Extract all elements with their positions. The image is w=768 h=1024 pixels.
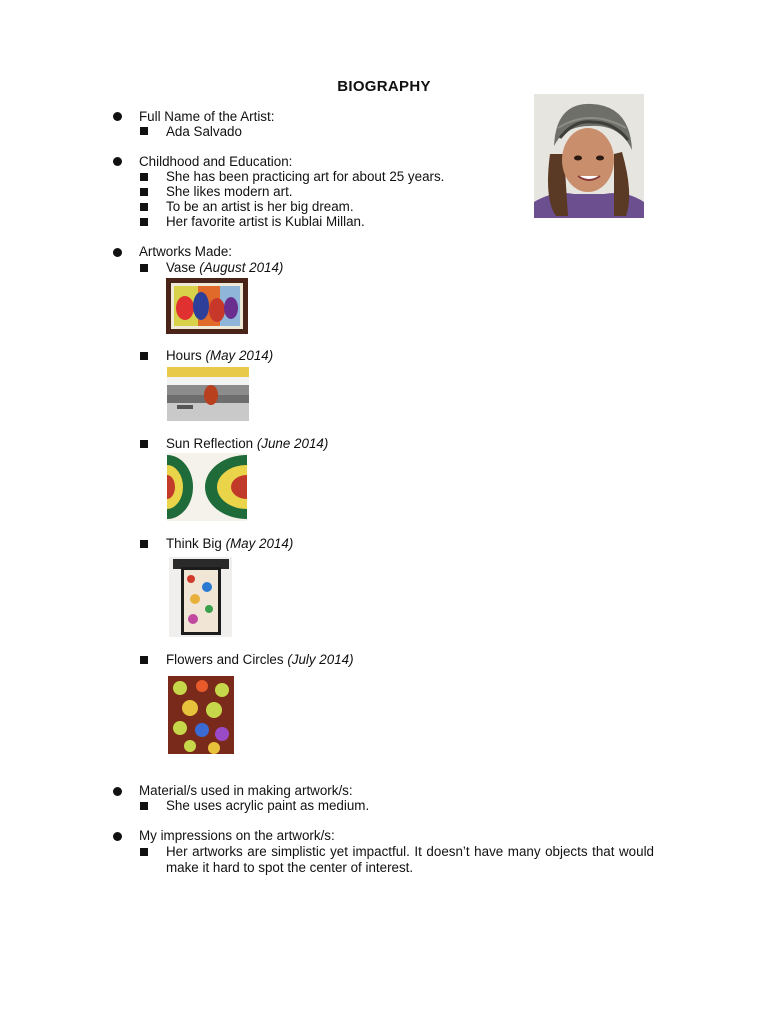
artist-name: Ada Salvado — [166, 124, 242, 139]
bullet-square — [140, 440, 148, 448]
bullet-square — [140, 218, 148, 226]
bullet-dot — [113, 787, 122, 796]
bullet-square — [140, 656, 148, 664]
bullet-square — [140, 127, 148, 135]
section-heading-name: Full Name of the Artist: — [139, 109, 275, 124]
list-item: She has been practicing art for about 25 years. — [166, 169, 445, 184]
bullet-square — [140, 188, 148, 196]
page-title: BIOGRAPHY — [337, 78, 431, 95]
artwork-image-vase — [166, 278, 248, 334]
bullet-square — [140, 352, 148, 360]
section-heading-impressions: My impressions on the artwork/s: — [139, 828, 335, 843]
artwork-title: Flowers and Circles (July 2014) — [166, 652, 354, 667]
list-item: She likes modern art. — [166, 184, 293, 199]
artwork-title: Hours (May 2014) — [166, 348, 274, 363]
bullet-dot — [113, 248, 122, 257]
artwork-title: Sun Reflection (June 2014) — [166, 436, 329, 451]
section-heading-artworks: Artworks Made: — [139, 244, 233, 259]
artwork-title: Think Big (May 2014) — [166, 536, 294, 551]
bullet-square — [140, 173, 148, 181]
artist-portrait — [534, 94, 644, 218]
section-heading-materials: Material/s used in making artwork/s: — [139, 783, 353, 798]
list-item: To be an artist is her big dream. — [166, 199, 354, 214]
artwork-image-hours — [167, 367, 249, 421]
artwork-title: Vase (August 2014) — [166, 260, 284, 275]
artwork-image-flowers-and-circles — [168, 676, 234, 754]
list-item: Her favorite artist is Kublai Millan. — [166, 214, 365, 229]
list-item: She uses acrylic paint as medium. — [166, 798, 370, 813]
bullet-square — [140, 848, 148, 856]
bullet-dot — [113, 157, 122, 166]
bullet-square — [140, 540, 148, 548]
bullet-square — [140, 264, 148, 272]
bullet-dot — [113, 832, 122, 841]
bullet-square — [140, 802, 148, 810]
artwork-image-sun-reflection — [167, 453, 247, 521]
section-heading-childhood: Childhood and Education: — [139, 154, 293, 169]
bullet-dot — [113, 112, 122, 121]
list-item: Her artworks are simplistic yet impactful. It doesn’t have many objects that would make it hard to spot the center of interest. — [166, 844, 654, 875]
artwork-image-think-big — [169, 557, 232, 637]
bullet-square — [140, 203, 148, 211]
